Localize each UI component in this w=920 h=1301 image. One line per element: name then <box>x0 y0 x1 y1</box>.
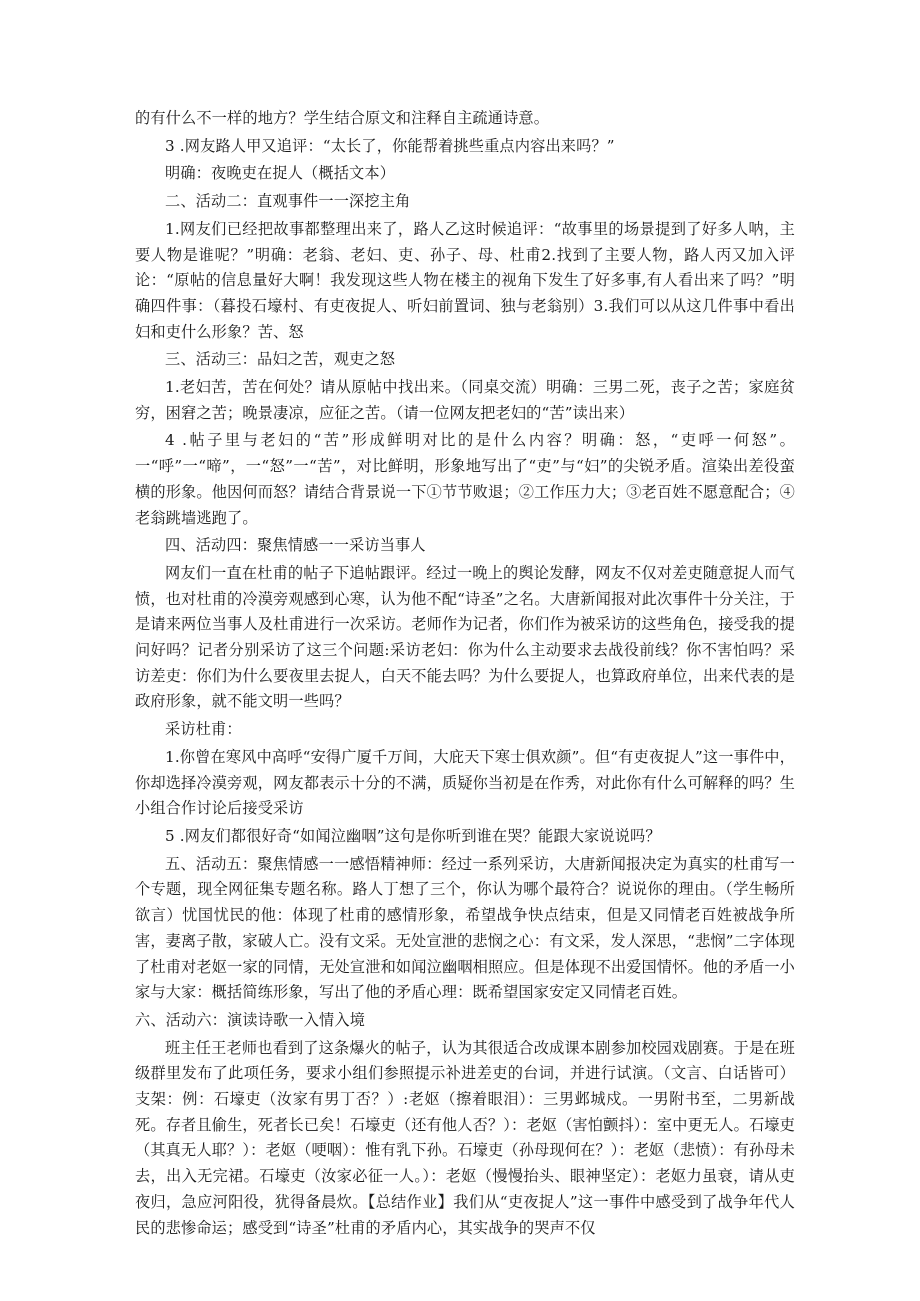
paragraph: 班主任王老师也看到了这条爆火的帖子，认为其很适合改成课本剧参加校园戏剧赛。于是在班级群里发布了此项任务，要求小组们参照提示补进差吏的台词，并进行试演。（文言、白话皆可）支架：例：石壕吏（汝家有男丁否？）:老妪（擦着眼泪）：三男邺城戍。一男附书至，二男新战死。存者且偷生，死者长已矣！石壕吏（还有他人否？）：老妪（害怕颤抖）：室中更无人。石壕吏（其真无人耶？）：老妪（哽咽）：惟有乳下孙。石壕吏（孙母现何在？）：老妪（悲愤）：有孙母未去，出入无完裙。石壕吏（汝家必征一人。）：老妪（慢慢抬头、眼神坚定）：老妪力虽衰，请从吏夜归，急应河阳役，犹得备晨炊。【总结作业】我们从“吏夜捉人”这一事件中感受到了战争年代人民的悲惨命运；感受到“诗圣”杜甫的矛盾内心，其实战争的哭声不仅 <box>135 1038 795 1237</box>
paragraph: 1.你曾在寒风中高呼“安得广厦千万间，大庇天下寒士俱欢颜”。但“有吏夜捉人”这一事件中，你却选择冷漠旁观，网友都表示十分的不满，质疑你当初是在作秀，对此你有什么可解释的吗？生小组合作讨论后接受采访 <box>135 747 795 818</box>
paragraph: 采访杜甫： <box>165 720 242 739</box>
paragraph: 3 .网友路人甲又追评：“太长了，你能帮着挑些重点内容出来吗？” <box>165 136 615 155</box>
paragraph: 五、活动五：聚焦情感一一感悟精神师：经过一系列采访，大唐新闻报决定为真实的杜甫写一个专题，现全网征集专题名称。路人丁想了三个，你认为哪个最符合？说说你的理由。（学生畅所欲言）忧国忧民的他：体现了杜甫的感情形象，希望战争快点结束，但是又同情老百姓被战争所害，妻离子散，家破人亡。没有文采。无处宣泄的悲悯之心：有文采，发人深思，“悲悯”二字体现了杜甫对老妪一家的同情，无处宣泄和如闻泣幽咽相照应。但是体现不出爱国情怀。他的矛盾一小家与大家：概括简练形象，写出了他的矛盾心理：既希望国家安定又同情老百姓。 <box>135 854 796 1002</box>
section-heading: 四、活动四：聚焦情感一一采访当事人 <box>165 536 426 555</box>
section-heading: 二、活动二：直观事件一一深挖主角 <box>165 192 411 211</box>
paragraph: 的有什么不一样的地方？学生结合原文和注释自主疏通诗意。 <box>135 109 550 127</box>
paragraph: 1.网友们已经把故事都整理出来了，路人乙这时候追评：“故事里的场景提到了好多人呐，主要人物是谁呢？”明确：老翁、老妇、吏、孙子、母、杜甫2.找到了主要人物，路人丙又加入评论：“原帖的信息量好大啊！我发现这些人物在楼主的视角下发生了好多事,有人看出来了吗？”明确四件事：（暮投石壕村、有吏夜捉人、听妇前置词、独与老翁别）3.我们可以从这几件事中看出妇和吏什么形象？苦、怒 <box>135 219 795 341</box>
paragraph: 4 .帖子里与老妇的“苦”形成鲜明对比的是什么内容？明确：怒，“吏呼一何怒”。一“呼”一“啼”，一“怒”一“苦”，对比鲜明，形象地写出了“吏”与“妇”的尖锐矛盾。渲染出差役蛮横的形象。他因何而怒？请结合背景说一下①节节败退；②工作压力大；③老百姓不愿意配合；④老翁跳墙逃跑了。 <box>135 431 795 527</box>
paragraph: 1.老妇苦，苦在何处？请从原帖中找出来。（同桌交流）明确：三男二死，丧子之苦；家庭贫穷，困窘之苦；晚景凄凉，应征之苦。（请一位网友把老妇的“苦”读出来） <box>135 378 795 422</box>
section-heading: 三、活动三：品妇之苦，观吏之怒 <box>165 350 396 369</box>
section-heading: 六、活动六：演读诗歌一入情入境 <box>135 1010 366 1029</box>
document-body <box>135 106 795 1243</box>
paragraph: 明确：夜晚吏在捉人（概括文本） <box>165 164 396 183</box>
paragraph: 网友们一直在杜甫的帖子下追帖跟评。经过一晚上的舆论发酵，网友不仅对差吏随意捉人而气愤，也对杜甫的冷漠旁观感到心寒，认为他不配“诗圣”之名。大唐新闻报对此次事件十分关注，于是请来两位当事人及杜甫进行一次采访。老师作为记者，你们作为被采访的这些角色，接受我的提问好吗？记者分别采访了这三个问题:采访老妇：你为什么主动要求去战役前线？你不害怕吗？采访差吏：你们为什么要夜里去捉人，白天不能去吗？为什么要捉人，也算政府单位，出来代表的是政府形象，就不能文明一些吗？ <box>135 563 796 711</box>
paragraph: 5 .网友们都很好奇“如闻泣幽咽”这句是你听到谁在哭？能跟大家说说吗？ <box>165 826 661 845</box>
